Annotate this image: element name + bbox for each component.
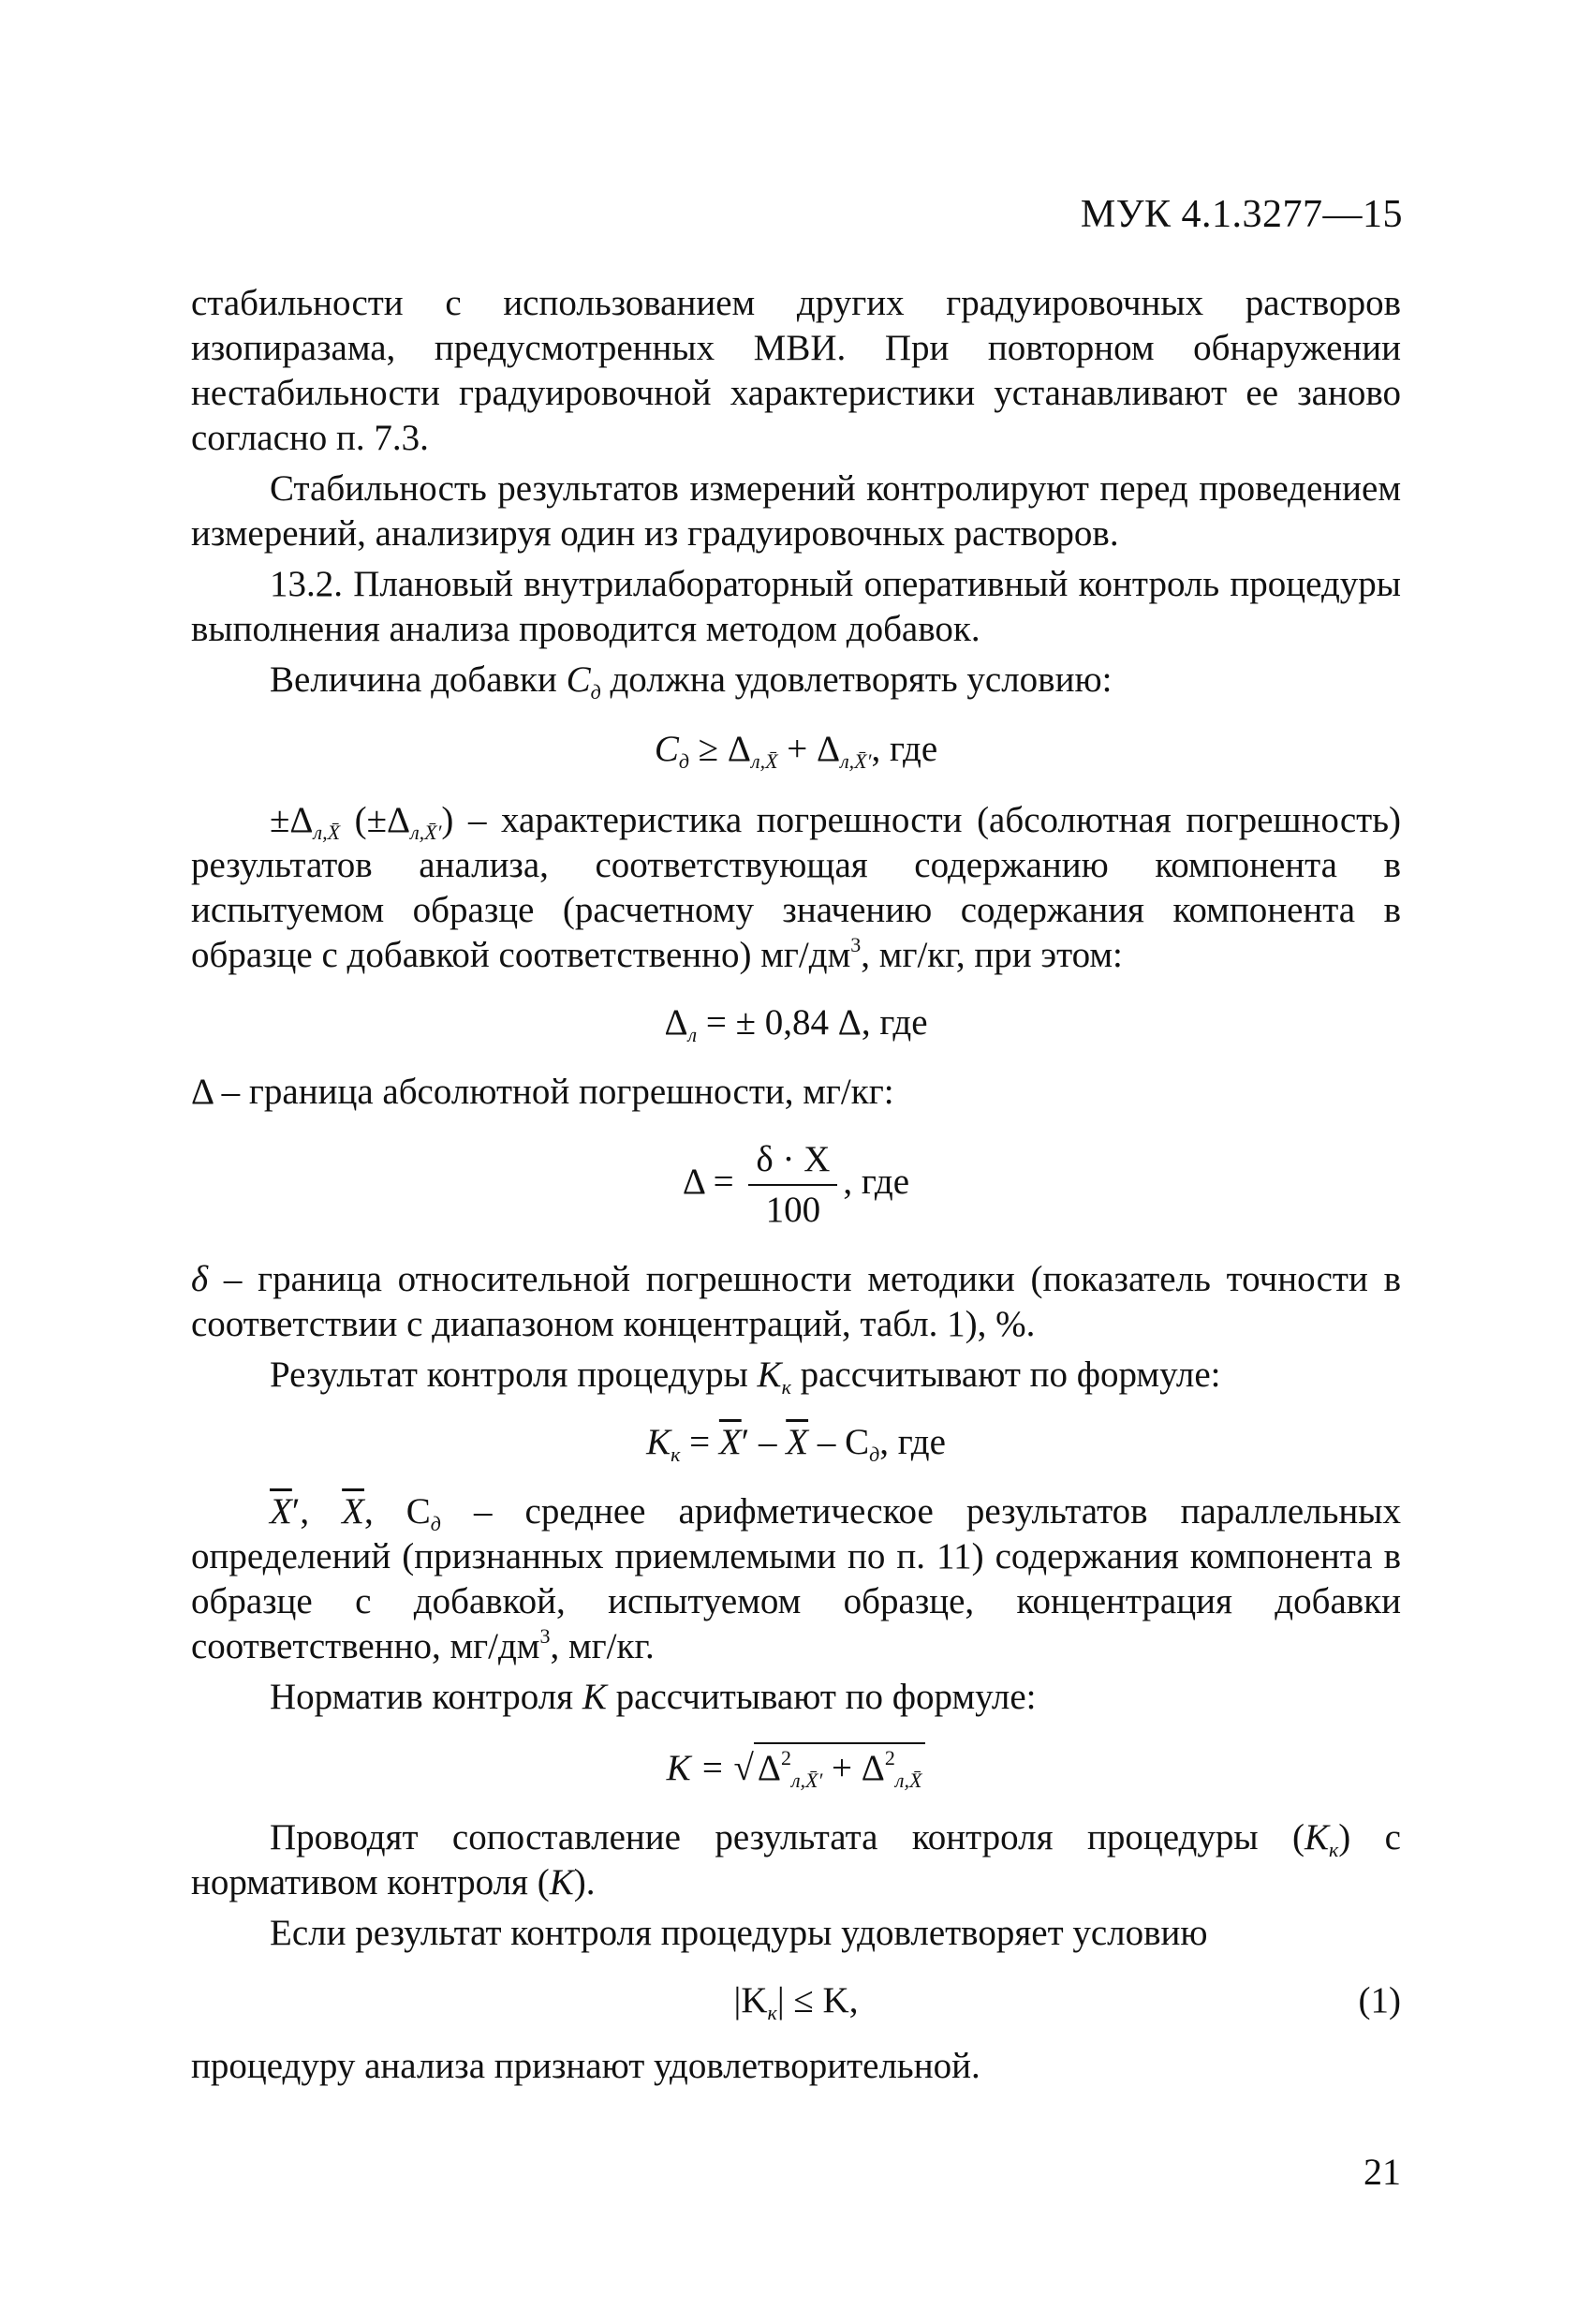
formula-delta-l: $\Delta_л$ = ± 0,84 Δ, где: [664, 1002, 928, 1046]
sqrt-radicand: $\Delta^2_{л,X̄'} + \Delta^2_{л,X̄}$: [754, 1742, 926, 1791]
document-code-header: МУК 4.1.3277—15: [1080, 193, 1403, 236]
formula-delta-fraction: Δ = $\frac{\delta \cdot X}{100}$ , где: [191, 1137, 1401, 1233]
paragraph-section-13-2: 13.2. Плановый внутрилабораторный оперативный контроль процедуры выполнения анализа проводится методом добавок.: [191, 564, 1401, 649]
formula-kk: $K_к = \overline{X}' - \overline{X} - C_д$, где: [646, 1422, 946, 1466]
formula-condition-1: $|K_к| \le K$, (1): [733, 1980, 1401, 2024]
paragraph-comparison: Проводят сопоставление результата контроля процедуры $(K_к)$ с нормативом контроля (K).: [191, 1817, 1401, 1902]
fraction: $\frac{\delta \cdot X}{100}$: [748, 1137, 837, 1233]
paragraph-absolute-error-bound: Δ – граница абсолютной погрешности, мг/кг:: [191, 1072, 894, 1112]
paragraph-conclusion: процедуру анализа признают удовлетворительной.: [191, 2046, 980, 2086]
page-body: [191, 281, 1401, 2089]
paragraph-stability: стабильности с использованием других градуировочных растворов изопиразама, предусмотренных МВИ. При повторном обнаружении нестабильности градуировочной характеристики устанавливают ее заново согласно п. 7.3.: [191, 283, 1401, 458]
equation-number: (1): [1358, 1980, 1401, 2021]
paragraph-additive-condition: Величина добавки $C_д$ должна удовлетворять условию:: [270, 659, 1113, 703]
paragraph-mean-definitions: $\overline{X}'$, $\overline{X}$, $C_д$ – среднее арифметическое результатов параллельных определений (признанных приемлемыми по п. 11) содержания компонента в образце с добавкой, испытуемом образце, концентрация добавки соответственно, $мг/дм^3$, мг/кг.: [191, 1491, 1401, 1666]
page-number: 21: [1364, 2151, 1401, 2193]
formula-k-sqrt: K = √ $\Delta^2_{л,X̄'} + \Delta^2_{л,X̄}$: [191, 1742, 1401, 1791]
paragraph-condition: Если результат контроля процедуры удовлетворяет условию: [270, 1913, 1208, 1953]
paragraph-relative-error-bound: δ – граница относительной погрешности методики (показатель точности в соответствии с диапазоном концентраций, табл. 1), %.: [191, 1259, 1401, 1344]
paragraph-control-standard: Норматив контроля K рассчитывают по формуле:: [270, 1677, 1037, 1717]
paragraph-error-characteristic: $\pm\Delta_{л,X̄}$ $(\pm\Delta_{л,X̄'})$ – характеристика погрешности (абсолютная погрешность) результатов анализа, соответствующая содержанию компонента в испытуемом образце (расчетному значению содержания компонента в образце с добавкой соответственно) $мг/дм^3$, мг/кг, при этом:: [191, 800, 1401, 975]
paragraph-control-result: Результат контроля процедуры $K_к$ рассчитывают по формуле:: [270, 1354, 1221, 1399]
paragraph-stability-control: Стабильность результатов измерений контролируют перед проведением измерений, анализируя один из градуировочных растворов.: [191, 468, 1401, 554]
formula-additive-inequality: $C_д \ge \Delta_{л,X̄} + \Delta_{л,X̄'}$, где: [654, 729, 938, 773]
